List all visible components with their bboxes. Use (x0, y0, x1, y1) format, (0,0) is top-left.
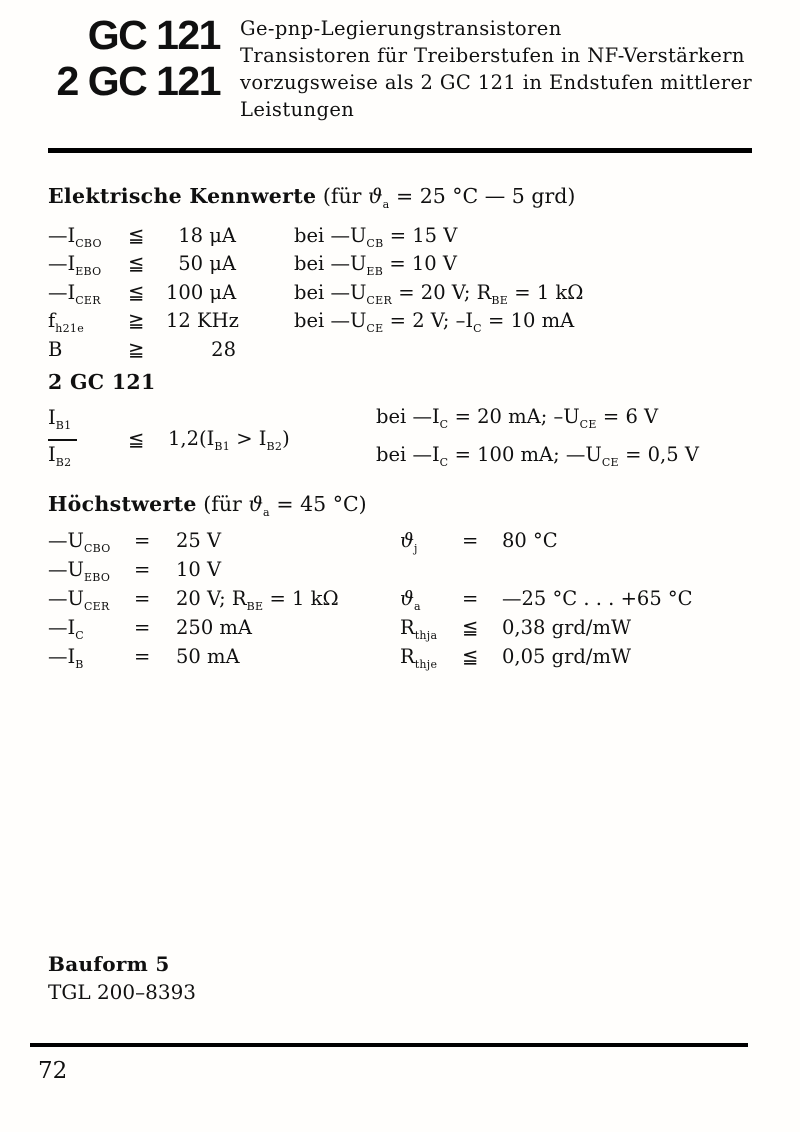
text-segment: = 100 mA; —U (448, 442, 602, 466)
text-segment: 250 mA (176, 616, 252, 639)
parameter-value (502, 642, 760, 679)
subscript: C (439, 455, 449, 469)
relation-sign: = (134, 558, 151, 581)
text-segment: bei —U (294, 252, 367, 276)
subscript: thja (414, 628, 438, 642)
ratio-row (48, 402, 760, 478)
subscript: CBO (83, 541, 111, 555)
relation-sign: = (462, 529, 479, 552)
text-segment: = 20 V; R (392, 280, 492, 304)
limit-row (48, 526, 760, 555)
parameter-symbol (400, 642, 462, 679)
subscript: CBO (75, 236, 102, 250)
relation-sign: = (134, 529, 151, 552)
text-segment: = 15 V (383, 224, 458, 247)
text-segment: —I (48, 616, 76, 639)
ratio-relation: ≦ (128, 427, 145, 451)
text-segment: ϑ (248, 492, 264, 516)
text-segment: 12 KHz (166, 309, 239, 333)
text-segment: —U (48, 529, 84, 552)
section-heading-hoechstwerte (48, 492, 367, 519)
text-segment: bei —U (294, 309, 367, 333)
text-segment: (für (196, 492, 249, 516)
text-segment: 28 (211, 337, 236, 361)
subscript: EBO (83, 570, 111, 584)
parameter-row (48, 336, 760, 364)
subscript: B1 (55, 418, 72, 432)
test-condition (376, 402, 760, 440)
text-segment: = 25 °C — 5 grd) (389, 184, 576, 208)
text-segment: = 6 V (596, 405, 659, 428)
subscript: a (413, 599, 421, 613)
text-segment: ϑ (400, 529, 414, 552)
text-segment: (für (316, 184, 368, 208)
text-segment: —I (48, 252, 76, 276)
parameter-row (48, 222, 760, 250)
description-line: Ge-pnp-Legierungstransistoren (240, 17, 562, 40)
text-segment: bei —U (294, 280, 367, 304)
subscript: B1 (214, 439, 231, 453)
ratio-denominator (48, 441, 77, 475)
relation-sign: = (134, 616, 151, 639)
text-segment: = 20 mA; –U (448, 405, 580, 428)
ratio-conditions (376, 402, 760, 478)
subscript: C (75, 628, 84, 642)
page-footer (48, 950, 196, 1006)
page-header (48, 12, 760, 123)
text-segment: 50 mA (176, 645, 240, 668)
subscript: thje (414, 657, 438, 671)
subscript: h21e (55, 322, 85, 336)
subscript: EB (366, 265, 384, 279)
description-line: Leistungen (240, 98, 355, 121)
ratio-numerator (48, 405, 77, 441)
test-condition (236, 336, 760, 364)
subscript: EBO (75, 265, 102, 279)
text-segment: 0,38 grd/mW (502, 616, 632, 639)
description (240, 12, 752, 123)
text-segment: = 1 kΩ (508, 280, 584, 304)
subscript: CE (366, 322, 384, 336)
ratio-expression (168, 427, 290, 453)
description-line: vorzugsweise als 2 GC 121 in Endstufen mittlerer (240, 71, 753, 94)
text-segment: = 10 mA (481, 309, 575, 333)
text-segment: —U (48, 587, 84, 610)
text-segment: 18 μA (178, 224, 236, 247)
limit-row (48, 642, 760, 671)
subscript: BE (491, 293, 509, 307)
ratio-fraction (48, 405, 128, 475)
relation-sign: = (134, 587, 151, 610)
subscript: CER (75, 293, 101, 307)
text-segment: B (48, 337, 63, 361)
parameter-value (166, 336, 236, 364)
test-condition (376, 440, 760, 478)
relation-sign: ≦ (128, 280, 145, 304)
subscript: CB (366, 236, 384, 250)
subscript: CER (83, 599, 110, 613)
subscript: B2 (55, 455, 72, 469)
text-segment: bei —U (294, 224, 367, 247)
text-segment: Elektrische Kennwerte (48, 184, 317, 208)
text-segment: —25 °C . . . +65 °C (502, 587, 693, 610)
text-segment: bei —I (376, 405, 440, 428)
subscript: B (75, 657, 84, 671)
subscript: CE (601, 455, 619, 469)
text-segment: = 1 kΩ (263, 587, 339, 610)
parameter-symbol (48, 336, 128, 364)
text-segment: 20 V; R (176, 587, 247, 610)
relation-sign: ≦ (128, 252, 145, 276)
parameter-row (48, 250, 760, 278)
limit-row (48, 555, 760, 584)
text-segment: ϑ (367, 184, 383, 208)
text-segment: 25 V (176, 529, 222, 552)
section-heading-elektrische-kennwerte (48, 184, 575, 211)
parameter-value (176, 642, 400, 679)
text-segment: I (48, 442, 56, 466)
hoechstwerte-rows (48, 526, 760, 671)
subscript: CE (579, 417, 597, 431)
limit-row (48, 584, 760, 613)
text-segment: = 10 V (383, 252, 457, 276)
text-segment: Höchstwerte (48, 492, 197, 516)
parameter-symbol (48, 642, 134, 679)
bottom-rule (30, 1043, 748, 1047)
description-line: Transistoren für Treiberstufen in NF-Verstärkern (240, 44, 745, 67)
parameter-row (48, 279, 760, 307)
text-segment: > I (230, 426, 267, 450)
text-segment: 80 °C (502, 529, 558, 552)
text-segment: 0,05 grd/mW (502, 645, 632, 668)
header-rule (48, 148, 752, 153)
text-segment: 100 μA (166, 280, 237, 304)
subscript: B2 (266, 439, 283, 453)
text-segment: ) (282, 426, 290, 450)
subscript: a (263, 506, 270, 520)
section-heading-2gc121: 2 GC 121 (48, 370, 156, 394)
text-segment: 10 V (176, 558, 222, 581)
text-segment: = 2 V; –I (383, 309, 474, 333)
model-title-line1: GC 121 (87, 12, 220, 58)
text-segment: R (400, 645, 415, 668)
text-segment: —I (48, 280, 76, 304)
text-segment: = 45 °C) (269, 492, 367, 516)
relation-sign: ≦ (128, 224, 145, 247)
text-segment: f (48, 309, 56, 333)
limit-row (48, 613, 760, 642)
text-segment: —I (48, 645, 76, 668)
relation-sign: ≧ (128, 337, 145, 361)
text-segment: I (48, 406, 56, 429)
footer-tgl: TGL 200–8393 (48, 980, 197, 1004)
text-segment: bei —I (376, 442, 440, 466)
subscript: C (439, 417, 449, 431)
relation-sign: = (462, 587, 479, 610)
text-segment: R (400, 616, 415, 639)
elektrische-kennwerte-rows (48, 222, 760, 364)
text-segment: 50 μA (178, 252, 236, 276)
subscript: CER (366, 293, 393, 307)
text-segment: ϑ (400, 587, 414, 610)
relation-sign: = (134, 645, 151, 668)
relation-sign: ≦ (462, 645, 479, 668)
text-segment: —U (48, 558, 84, 581)
model-titles (48, 12, 220, 123)
text-segment: —I (48, 224, 76, 247)
page-number: 72 (38, 1058, 68, 1084)
text-segment: = 0,5 V (618, 442, 699, 466)
model-title-line2: 2 GC 121 (56, 58, 220, 104)
relation-sign: ≦ (462, 616, 479, 639)
parameter-row (48, 307, 760, 335)
subscript: C (473, 322, 482, 336)
footer-bauform: Bauform 5 (48, 952, 170, 976)
text-segment: 1,2(I (168, 426, 215, 450)
relation-sign: ≧ (128, 309, 145, 333)
subscript: j (413, 541, 418, 555)
subscript: a (382, 198, 390, 212)
subscript: BE (246, 599, 264, 613)
